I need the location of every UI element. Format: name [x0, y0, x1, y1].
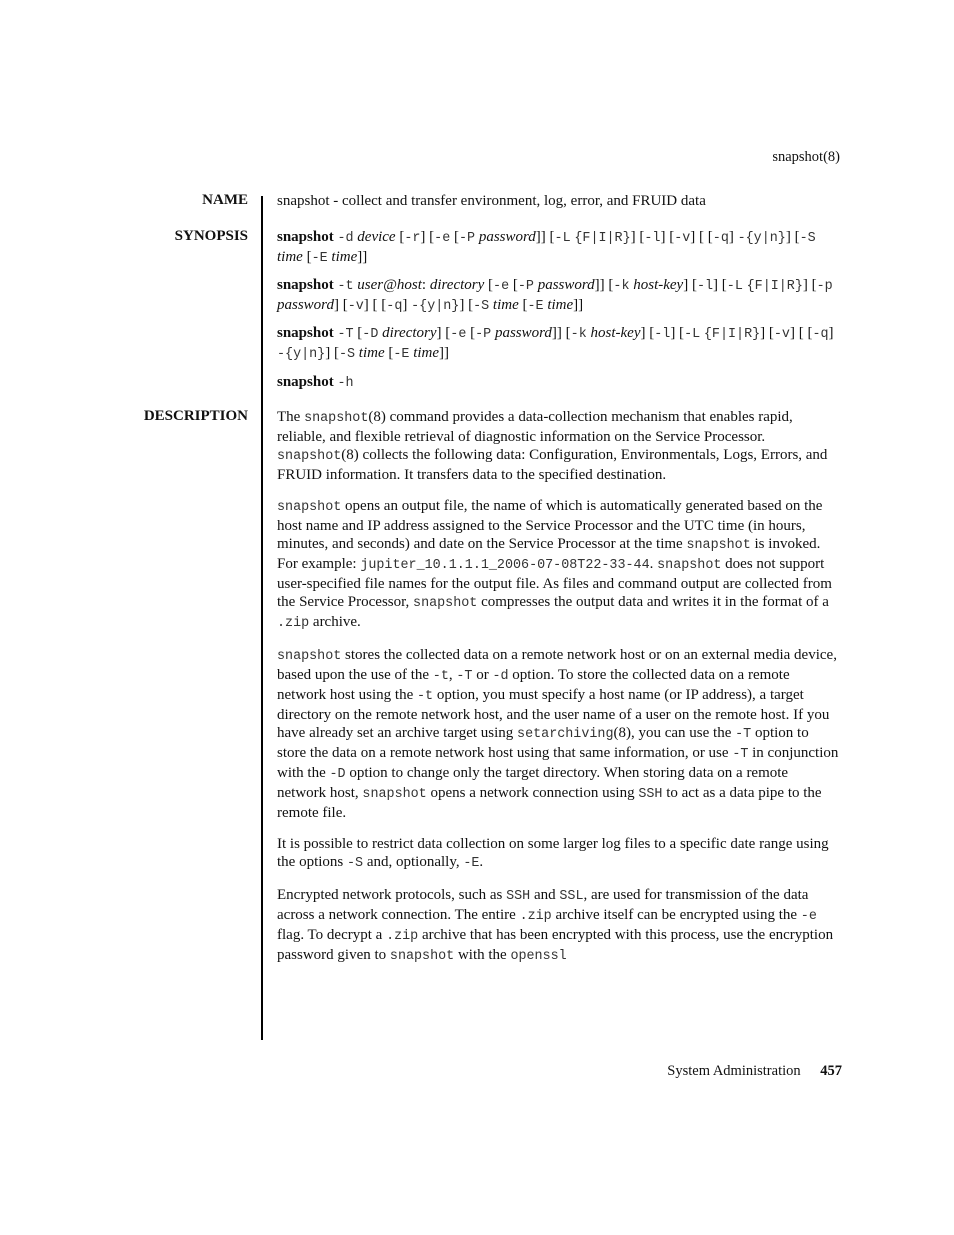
option: -v — [674, 231, 691, 246]
section-label-description: DESCRIPTION — [143, 408, 248, 424]
inline-code: -S — [347, 856, 364, 871]
option: -r — [404, 231, 421, 246]
option: -L — [684, 327, 701, 342]
option: -{y|n} — [411, 299, 460, 314]
option-value: {F|I|R} — [746, 279, 803, 294]
argument: user@host — [357, 277, 422, 293]
inline-code: snapshot — [657, 558, 722, 573]
option: -P — [459, 231, 476, 246]
inline-code: snapshot — [277, 449, 342, 464]
argument: time — [413, 345, 440, 361]
inline-code: SSL — [559, 889, 584, 904]
option: -E — [527, 299, 544, 314]
command-name: snapshot — [277, 229, 334, 245]
section-label-name: NAME — [202, 192, 248, 208]
argument: password — [277, 297, 334, 313]
argument: directory — [429, 277, 485, 293]
option: -D — [362, 327, 379, 342]
page-number: 457 — [820, 1063, 842, 1079]
option: -v — [347, 299, 364, 314]
inline-code: snapshot — [277, 500, 342, 515]
synopsis-form-4 — [277, 373, 839, 393]
option: -L — [726, 279, 743, 294]
running-header: snapshot(8) — [772, 149, 840, 165]
option: -T — [337, 327, 354, 342]
description-paragraph: Encrypted network protocols, such as SSH and SSL, are used for transmission of the data across a network connection. The entire .zip archive itself can be encrypted using the -e flag. To decrypt a .zip archive that has been encrypted with this process, use the encryption password given to snapshot with the openssl — [277, 887, 834, 964]
argument: password — [478, 229, 536, 245]
description-paragraph: It is possible to restrict data collection on some larger log files to a specific date range using the options -S and, optionally, -E. — [277, 836, 829, 871]
inline-code: .zip — [386, 929, 419, 944]
option: -E — [393, 347, 410, 362]
argument: directory — [382, 325, 437, 341]
description-body — [277, 408, 839, 979]
inline-code: snapshot — [389, 949, 455, 964]
option: -p — [816, 279, 833, 294]
option: -l — [654, 327, 671, 342]
argument: time — [331, 249, 358, 265]
inline-code: jupiter_10.1.1.1_2006-07-08T22-33-44 — [360, 558, 650, 573]
argument: time — [547, 297, 574, 313]
argument: host-key — [590, 325, 641, 341]
synopsis-form-1: snapshot -d device [-r] [-e [-P password]] [-L {F|I|R}] [-l] [-v] [ [-q] -{y|n}] [-S time [-E time]] — [277, 229, 816, 266]
option: -S — [799, 231, 816, 246]
inline-code: SSH — [638, 787, 663, 802]
inline-code: -D — [329, 767, 346, 782]
argument: time — [358, 345, 385, 361]
inline-code: -E — [463, 856, 480, 871]
option: -q — [386, 299, 403, 314]
option: -l — [644, 231, 661, 246]
argument: time — [277, 249, 303, 265]
command-name: snapshot — [277, 325, 334, 341]
inline-code: setarchiving — [517, 727, 614, 742]
option-value: {F|I|R} — [574, 231, 631, 246]
option: -P — [517, 279, 534, 294]
name-text: snapshot - collect and transfer environment, log, error, and FRUID data — [277, 193, 706, 209]
footer-section-title: System Administration — [667, 1063, 801, 1079]
option: -k — [570, 327, 587, 342]
argument: time — [492, 297, 519, 313]
inline-code: -T — [735, 727, 752, 742]
inline-code: snapshot — [686, 538, 751, 553]
option: -{y|n} — [277, 347, 326, 362]
option: -e — [434, 231, 451, 246]
inline-code: snapshot — [304, 411, 369, 426]
option-value: {F|I|R} — [703, 327, 761, 342]
option: -q — [712, 231, 729, 246]
argument: password — [494, 325, 552, 341]
option: -q — [812, 327, 829, 342]
inline-code: SSH — [506, 889, 531, 904]
inline-code: -e — [800, 909, 817, 924]
inline-code: openssl — [510, 949, 567, 964]
synopsis-form-3: snapshot -T [-D directory] [-e [-P password]] [-k host-key] [-l] [-L {F|I|R}] [-v] [ [-q] -{y|n}] [-S time [-E time]] — [277, 325, 834, 362]
inline-code: .zip — [277, 616, 310, 631]
inline-code: -t — [417, 689, 434, 704]
page-footer — [667, 1063, 842, 1080]
option: -k — [613, 279, 630, 294]
inline-code: snapshot — [277, 649, 342, 664]
inline-code: -T — [732, 747, 749, 762]
inline-code: snapshot — [362, 787, 427, 802]
option: -t — [337, 279, 354, 294]
inline-code: snapshot — [413, 596, 478, 611]
option: -e — [450, 327, 467, 342]
command-name: snapshot — [277, 277, 334, 293]
inline-code: -t — [432, 669, 449, 684]
inline-code: .zip — [519, 909, 552, 924]
option: -E — [311, 251, 328, 266]
option: -S — [338, 347, 356, 362]
option: -l — [696, 279, 714, 294]
option: -d — [337, 231, 354, 246]
synopsis-form-2: snapshot -t user@host: directory [-e [-P password]] [-k host-key] [-l] [-L {F|I|R}] [-p password] [-v] [ [-q] -{y|n}] [-S time [-E time]] — [277, 277, 833, 314]
inline-code: -T — [456, 669, 473, 684]
option: -S — [473, 299, 490, 314]
option: -e — [493, 279, 510, 294]
option: -h — [337, 376, 354, 391]
vertical-rule — [261, 196, 263, 1040]
option: -v — [773, 327, 790, 342]
description-paragraph: The snapshot(8) command provides a data-collection mechanism that enables rapid, reliable, and flexible retrieval of diagnostic information on the Service Processor. snapshot(8) collects the following data: Configuration, Environmentals, Logs, Errors, and FRUID information. It transfers data to the specified destination. — [277, 409, 828, 483]
option: -P — [475, 327, 492, 342]
separator: : — [421, 277, 427, 293]
argument: host-key — [633, 277, 684, 293]
inline-code: -d — [492, 669, 509, 684]
argument: device — [357, 229, 396, 245]
option: -{y|n} — [737, 231, 786, 246]
argument: password — [537, 277, 595, 293]
description-paragraph: snapshot opens an output file, the name of which is automatically generated based on the host name and IP address assigned to the Service Processor and the UTC time (in hours, minutes, and seconds) and date on the Service Processor at the time snapshot is invoked. For example: jupiter_10.1.1.1_2006-07-08T22-33-44. snapshot does not support user-specified file names for the output file. As files and command output are collected from the Service Processor, snapshot compresses the output data and writes it in the format of a .zip archive. — [277, 498, 832, 631]
description-paragraph: snapshot stores the collected data on a remote network host or on an external media device, based upon the use of the -t, -T or -d option. To store the collected data on a remote network host using the -t option, you must specify a host name (or IP address), a target directory on the remote network host, and the user name of a user on the remote host. If you have already set an archive target using setarchiving(8), you can use the -T option to store the data on a remote network host using that same information, or use -T in conjunction with the -D option to change only the target directory. When storing data on a remote network host, snapshot opens a network connection using SSH to act as a data pipe to the remote file. — [277, 647, 839, 821]
option: -L — [554, 231, 571, 246]
section-label-synopsis: SYNOPSIS — [174, 228, 248, 244]
command-name: snapshot — [277, 374, 334, 390]
